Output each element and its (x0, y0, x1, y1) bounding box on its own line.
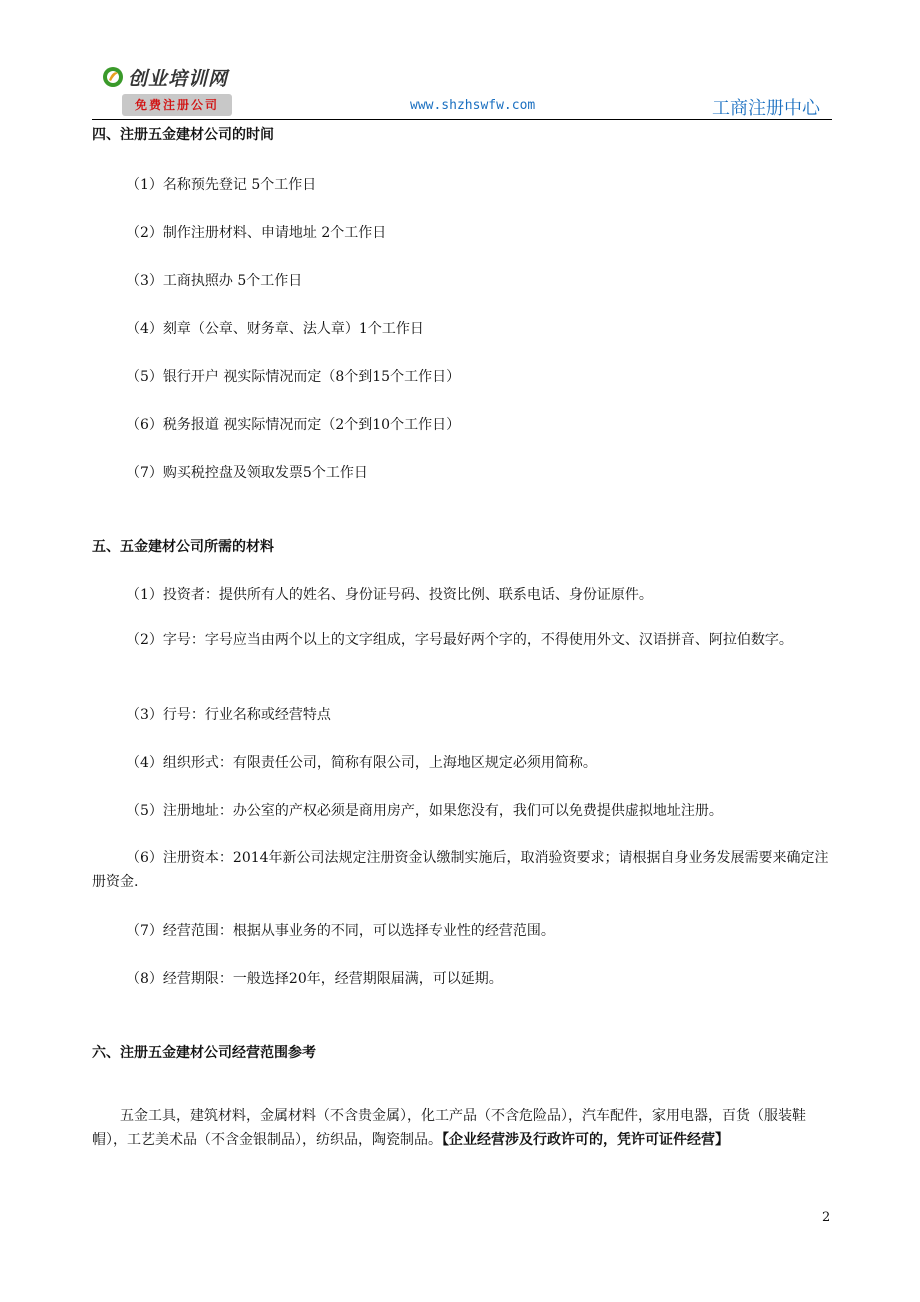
section5-item-5: （5）注册地址：办公室的产权必须是商用房产，如果您没有，我们可以免费提供虚拟地址注册。 (126, 803, 723, 819)
section4-item-7: （7）购买税控盘及领取发票5个工作日 (126, 465, 368, 481)
section4-item-6: （6）税务报道 视实际情况而定（2个到10个工作日） (126, 417, 461, 433)
section4-item-5: （5）银行开户 视实际情况而定（8个到15个工作日） (126, 369, 461, 385)
section6-body-note: 【企业经营涉及行政许可的，凭许可证件经营】 (442, 1132, 729, 1148)
section6-body-text: 五金工具，建筑材料，金属材料（不含贵金属），化工产品（不含危险品），汽车配件，家用电器，百货（服装鞋帽），工艺美术品（不含金银制品），纺织品，陶瓷制品。 (92, 1108, 806, 1148)
page-header (92, 56, 832, 120)
section5-item-6: （6）注册资本：2014年新公司法规定注册资金认缴制实施后，取消验资要求；请根据自身业务发展需要来确定注册资金. (92, 850, 829, 890)
site-url-link[interactable]: www.shzhswfw.com (410, 98, 536, 113)
section4-heading: 四、注册五金建材公司的时间 (92, 127, 274, 143)
logo-title: 创业培训网 (128, 68, 229, 90)
logo (102, 62, 252, 118)
header-divider (92, 119, 832, 120)
section5-item-2: （2）字号：字号应当由两个以上的文字组成，字号最好两个字的，不得使用外文、汉语拼音、阿拉伯数字。 (126, 632, 793, 648)
section6-body (92, 1104, 832, 1152)
section6-heading: 六、注册五金建材公司经营范围参考 (92, 1045, 316, 1061)
section5-heading: 五、五金建材公司所需的材料 (92, 539, 274, 555)
logo-leaf-icon (102, 66, 124, 88)
page-number: 2 (822, 1210, 831, 1225)
section5-item-1: （1）投资者：提供所有人的姓名、身份证号码、投资比例、联系电话、身份证原件。 (126, 587, 653, 603)
section5-item-8: （8）经营期限：一般选择20年，经营期限届满，可以延期。 (126, 971, 503, 987)
logo-subtitle: 免费注册公司 (122, 94, 232, 116)
section4-item-1: （1）名称预先登记 5个工作日 (126, 177, 317, 193)
section4-item-3: （3）工商执照办 5个工作日 (126, 273, 303, 289)
site-name: 工商注册中心 (712, 98, 820, 119)
section4-item-4: （4）刻章（公章、财务章、法人章）1个工作日 (126, 321, 424, 337)
section4-item-2: （2）制作注册材料、申请地址 2个工作日 (126, 225, 387, 241)
section5-item-3: （3）行号：行业名称或经营特点 (126, 707, 331, 723)
section5-item-4: （4）组织形式：有限责任公司，简称有限公司，上海地区规定必须用简称。 (126, 755, 597, 771)
section5-item-7: （7）经营范围：根据从事业务的不同，可以选择专业性的经营范围。 (126, 923, 555, 939)
